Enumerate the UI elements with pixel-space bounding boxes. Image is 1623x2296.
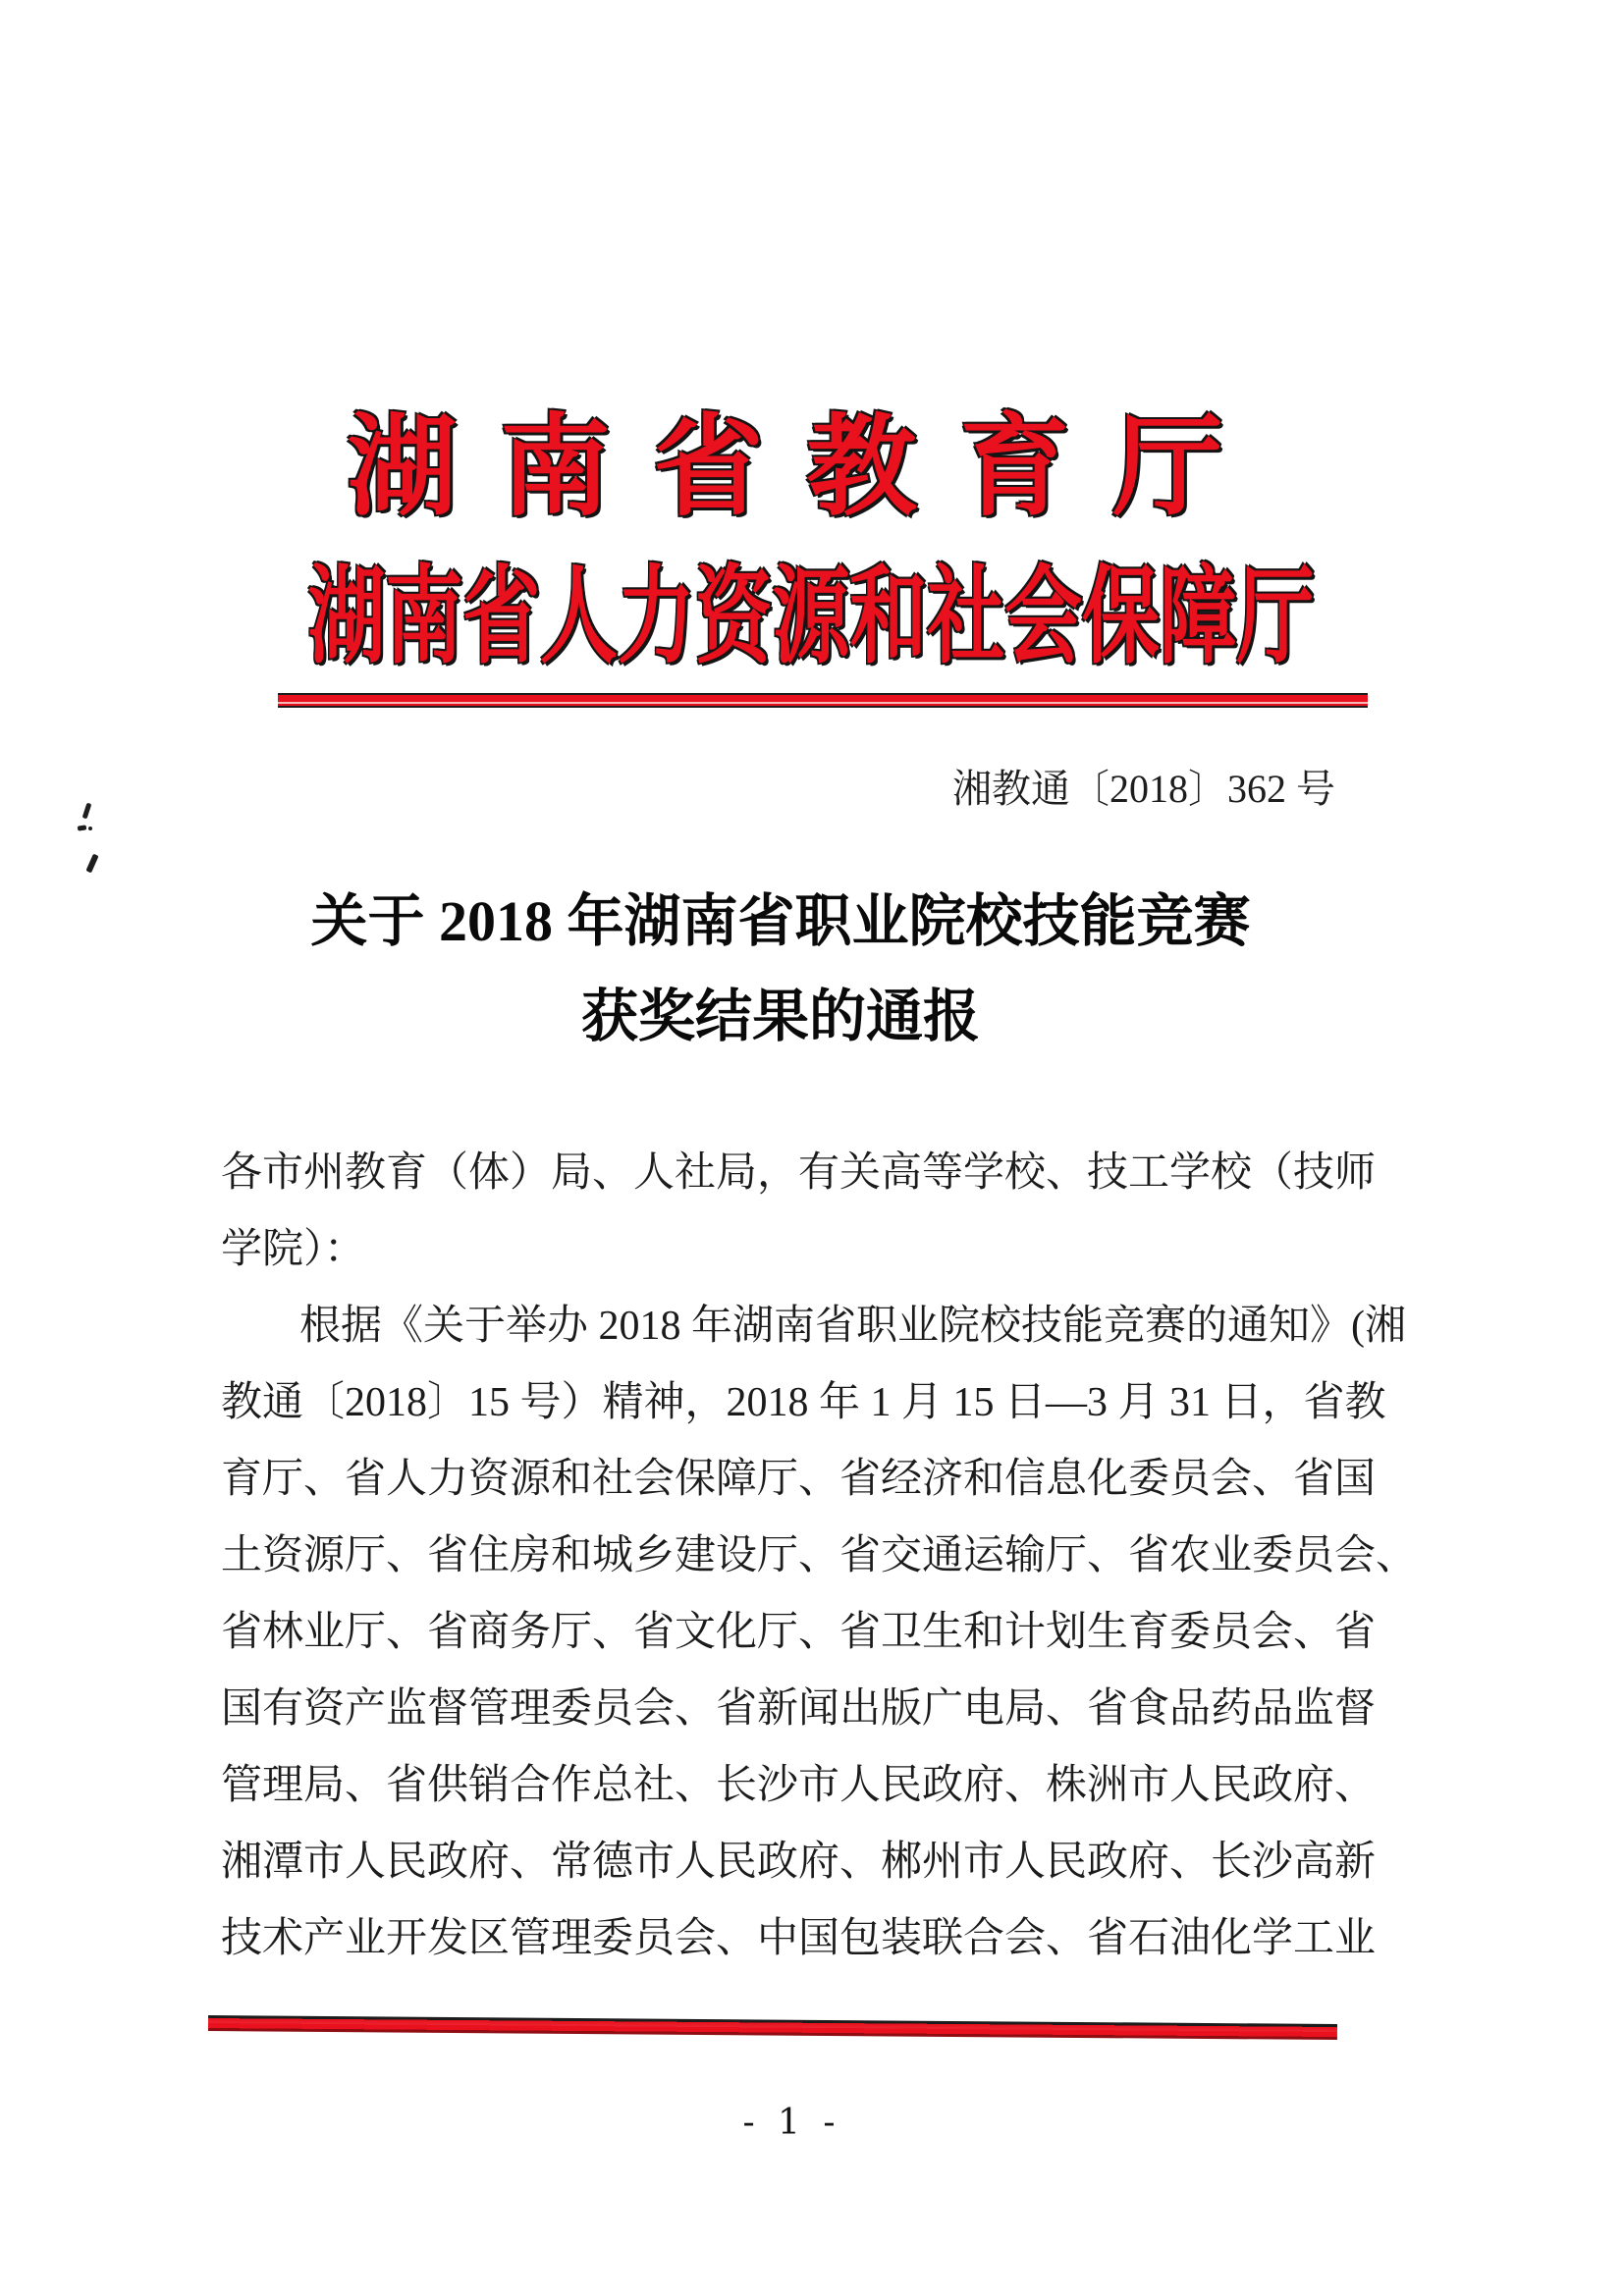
letterhead-agency-1: 湖南省教育厅 — [347, 407, 1267, 529]
document-number: 湘教通〔2018〕362 号 — [952, 767, 1335, 811]
body-line: 国有资产监督管理委员会、省新闻出版广电局、省食品药品监督 — [221, 1686, 1377, 1732]
body-line: 各市州教育（体）局、人社局，有关高等学校、技工学校（技师 — [221, 1150, 1377, 1196]
body-line: 湘潭市人民政府、常德市人民政府、郴州市人民政府、长沙高新 — [221, 1840, 1377, 1885]
body-line: 教通〔2018〕15 号）精神，2018 年 1 月 15 日—3 月 31 日，省教 — [221, 1380, 1386, 1425]
page-number: - 1 - — [742, 2103, 841, 2143]
document-title-line2: 获奖结果的通报 — [580, 985, 980, 1048]
body-line: 技术产业开发区管理委员会、中国包装联合会、省石油化学工业 — [221, 1916, 1377, 1961]
body-line: 管理局、省供销合作总社、长沙市人民政府、株洲市人民政府、 — [221, 1763, 1377, 1808]
document-body — [221, 1135, 1418, 1977]
document-title-line1: 关于 2018 年湖南省职业院校技能竞赛 — [310, 889, 1251, 953]
ink-speck — [88, 827, 92, 830]
ink-speck — [85, 854, 98, 874]
body-line: 土资源厅、省住房和城乡建设厅、省交通运输厅、省农业委员会、 — [221, 1533, 1418, 1578]
body-line: 学院）： — [221, 1227, 366, 1272]
ink-speck — [82, 803, 92, 820]
document-title — [206, 874, 1355, 1064]
body-line: 根据《关于举办 2018 年湖南省职业院校技能竞赛的通知》(湘 — [299, 1304, 1406, 1349]
ink-speck — [78, 825, 87, 830]
letterhead-agency-2-wrap — [0, 560, 1623, 677]
letterhead-agency-2: 湖南省人力资源和社会保障厅 — [308, 560, 1315, 676]
body-line: 省林业厅、省商务厅、省文化厅、省卫生和计划生育委员会、省 — [221, 1610, 1377, 1655]
footer-rule — [208, 2015, 1337, 2040]
body-line: 育厅、省人力资源和社会保障厅、省经济和信息化委员会、省国 — [221, 1457, 1377, 1502]
letterhead-rule — [278, 693, 1368, 708]
